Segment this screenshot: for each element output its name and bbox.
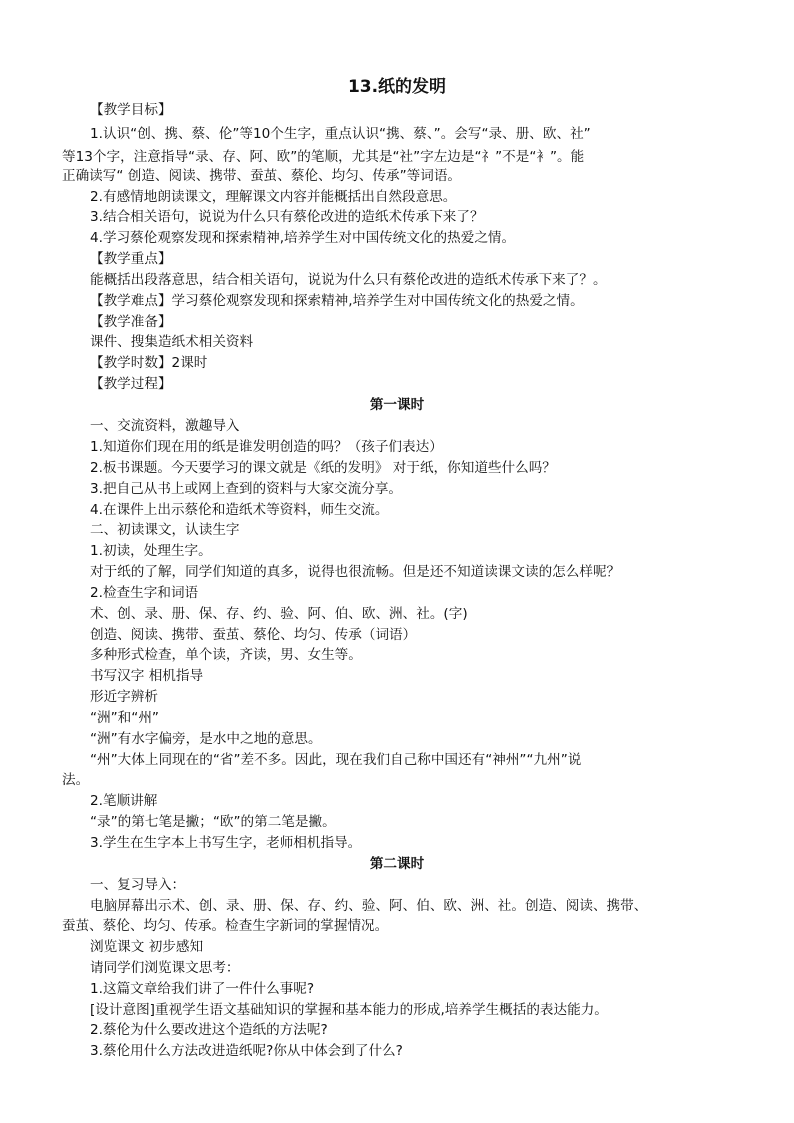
character-list: 术、创、录、册、保、存、约、验、阿、伯、欧、洲、社。(字) bbox=[90, 606, 468, 622]
step-2-text: 对于纸的了解，同学们知道的真多，说得也很流畅。但是还不知道读课文读的怎么样呢？ bbox=[90, 564, 621, 580]
browse-prompt: 请同学们浏览课文思考： bbox=[90, 960, 240, 976]
design-intent: [设计意图]重视学生语文基础知识的掌握和基本能力的形成,培养学生概括的表达能力。 bbox=[90, 1002, 608, 1018]
question-3: 3.蔡伦用什么方法改进造纸呢?你从中体会到了什么? bbox=[90, 1043, 403, 1059]
browse-heading: 浏览课文 初步感知 bbox=[90, 939, 204, 955]
question-1: 1.这篇文章给我们讲了一件什么事呢? bbox=[90, 981, 315, 997]
zhou-water: “洲”有水字偏旁，是水中之地的意思。 bbox=[90, 731, 322, 747]
goal-3: 3.结合相关语句，说说为什么只有蔡伦改进的造纸术传承下来了？ bbox=[90, 209, 484, 225]
step-2-item-2: 2.检查生字和词语 bbox=[90, 585, 199, 601]
goal-1-line-1: 1.认识“创、携、蔡、伦”等10个生字，重点认识“携、蔡、”。会写“录、册、欧、社” bbox=[90, 126, 591, 142]
question-2: 2.蔡伦为什么要改进这个造纸的方法呢? bbox=[90, 1022, 328, 1038]
preparation-text: 课件、搜集造纸术相关资料 bbox=[90, 334, 254, 350]
document-title: 13.纸的发明 bbox=[347, 77, 447, 97]
heading-preparation: 【教学准备】 bbox=[90, 314, 172, 330]
step-1-item-2: 2.板书课题。今天要学习的课文就是《纸的发明》 对于纸，你知道些什么吗？ bbox=[90, 460, 556, 476]
zhou-compare: “洲”和“州” bbox=[90, 710, 159, 726]
goal-1-line-2: 等13个字，注意指导“录、存、阿、欧”的笔顺，尤其是“社”字左边是“礻”不是“衤”。能 bbox=[62, 149, 585, 165]
step-1-heading: 一、交流资料，激趣导入 bbox=[90, 418, 240, 434]
goal-1-line-3: 正确读写“ 创造、阅读、携带、蚕茧、蔡伦、均匀、传承”等词语。 bbox=[62, 168, 462, 184]
difficulty-text: 【教学难点】学习蔡伦观察发现和探索精神,培养学生对中国传统文化的热爱之情。 bbox=[90, 293, 584, 309]
section-second-lesson: 第二课时 bbox=[369, 856, 425, 872]
practice-writing: 3.学生在生字本上书写生字，老师相机指导。 bbox=[90, 835, 362, 851]
zhou-province-line-2: 法。 bbox=[62, 772, 90, 788]
step-1-item-1: 1.知道你们现在用的纸是谁发明创造的吗？（孩子们表达） bbox=[90, 439, 443, 455]
heading-teaching-goals: 【教学目标】 bbox=[90, 102, 172, 118]
goal-2: 2.有感情地朗读课文，理解课文内容并能概括出自然段意思。 bbox=[90, 189, 457, 205]
stroke-order-text: “录”的第七笔是撇；“欧”的第二笔是撇。 bbox=[90, 814, 336, 830]
heading-key-points: 【教学重点】 bbox=[90, 251, 172, 267]
stroke-order-heading: 2.笔顺讲解 bbox=[90, 793, 158, 809]
similar-characters: 形近字辨析 bbox=[90, 689, 158, 705]
review-text-line-1: 电脑屏幕出示术、创、录、册、保、存、约、验、阿、伯、欧、洲、社。创造、阅读、携带、 bbox=[90, 898, 648, 914]
step-1-item-4: 4.在课件上出示蔡伦和造纸术等资料，师生交流。 bbox=[90, 502, 389, 518]
review-heading: 一、复习导入： bbox=[90, 877, 186, 893]
class-hours: 【教学时数】2课时 bbox=[90, 355, 208, 371]
review-text-line-2: 蚕茧、蔡伦、均匀、传承。检查生字新词的掌握情况。 bbox=[62, 918, 389, 934]
goal-4: 4.学习蔡伦观察发现和探索精神,培养学生对中国传统文化的热爱之情。 bbox=[90, 230, 516, 246]
step-2-heading: 二、初读课文，认读生字 bbox=[90, 522, 240, 538]
writing-guidance: 书写汉字 相机指导 bbox=[90, 668, 204, 684]
step-1-item-3: 3.把自己从书上或网上查到的资料与大家交流分享。 bbox=[90, 481, 403, 497]
key-points-text: 能概括出段落意思，结合相关语句，说说为什么只有蔡伦改进的造纸术传承下来了？。 bbox=[90, 272, 607, 288]
word-list: 创造、阅读、携带、蚕茧、蔡伦、均匀、传承（词语） bbox=[90, 627, 417, 643]
step-2-item-1: 1.初读，处理生字。 bbox=[90, 543, 212, 559]
section-first-lesson: 第一课时 bbox=[369, 397, 425, 413]
heading-process: 【教学过程】 bbox=[90, 376, 172, 392]
check-methods: 多种形式检查，单个读，齐读，男、女生等。 bbox=[90, 647, 362, 663]
zhou-province-line-1: “州”大体上同现在的“省”差不多。因此，现在我们自己称中国还有“神州”“九州”说 bbox=[90, 752, 582, 768]
